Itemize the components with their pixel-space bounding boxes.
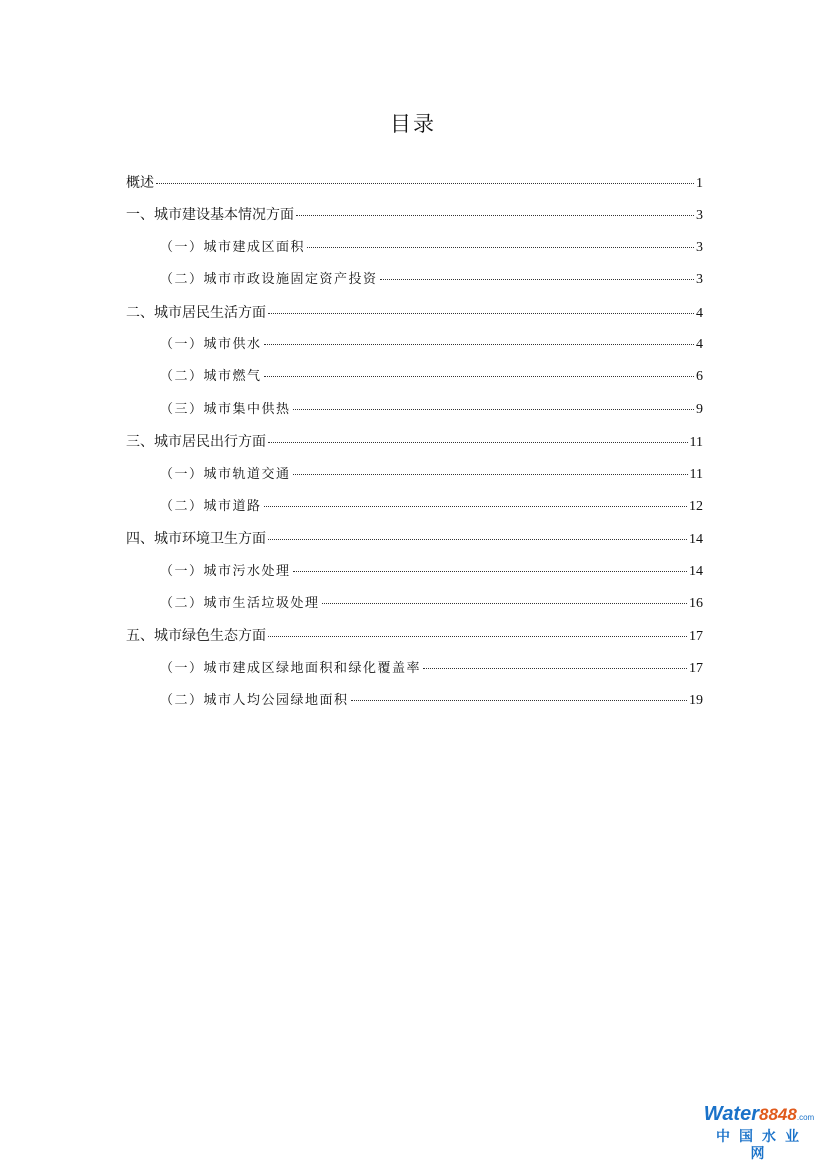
watermark-number: 8848 xyxy=(759,1105,797,1124)
toc-entry[interactable] xyxy=(126,623,703,655)
toc-entry-label: 二、城市居民生活方面 xyxy=(126,304,266,321)
toc-entry-label: （一）城市建成区面积 xyxy=(160,239,306,255)
dot-leader xyxy=(264,375,694,377)
toc-page-number: 17 xyxy=(689,629,703,645)
toc-entry[interactable] xyxy=(126,397,703,429)
dot-leader xyxy=(268,441,688,443)
toc-page-number: 9 xyxy=(696,401,703,417)
toc-page-number: 4 xyxy=(696,336,703,352)
toc-entry-label: 一、城市建设基本情况方面 xyxy=(126,207,294,224)
dot-leader xyxy=(156,182,694,184)
page-title: 目录 xyxy=(390,112,436,136)
dot-leader xyxy=(307,246,694,248)
dot-leader xyxy=(380,278,694,280)
toc-entry-label: （一）城市轨道交通 xyxy=(160,466,291,482)
toc-entry-label: （二）城市市政设施固定资产投资 xyxy=(160,272,378,288)
toc-entry-label: （二）城市人均公园绿地面积 xyxy=(160,693,349,709)
watermark-logo xyxy=(700,1103,818,1163)
toc-page-number: 14 xyxy=(689,563,703,579)
toc-entry[interactable] xyxy=(126,462,703,494)
watermark-wordmark xyxy=(700,1103,818,1129)
dot-leader xyxy=(423,667,687,669)
toc-entry-label: （一）城市污水处理 xyxy=(160,563,291,579)
watermark-suffix: .com xyxy=(796,1113,815,1122)
toc-entry-label: 三、城市居民出行方面 xyxy=(126,434,266,451)
toc-page-number: 3 xyxy=(696,272,703,288)
toc-page-number: 11 xyxy=(689,435,703,451)
dot-leader xyxy=(264,505,687,507)
watermark-tagline: 中国水业网 xyxy=(716,1129,808,1162)
toc-entry-label: 四、城市环境卫生方面 xyxy=(126,531,266,548)
toc-entry-label: （二）城市道路 xyxy=(160,498,262,514)
toc-entry[interactable] xyxy=(126,559,703,591)
toc-entry[interactable] xyxy=(126,170,703,202)
dot-leader xyxy=(293,408,694,410)
dot-leader xyxy=(268,635,687,637)
toc-page-number: 3 xyxy=(696,208,703,224)
toc-page-number: 11 xyxy=(689,466,703,482)
toc-entry[interactable] xyxy=(126,591,703,623)
toc-entry-label: （三）城市集中供热 xyxy=(160,401,291,417)
toc-entry[interactable] xyxy=(126,364,703,396)
toc-entry[interactable] xyxy=(126,267,703,299)
toc-entry-label: （二）城市生活垃圾处理 xyxy=(160,596,320,612)
toc-page-number: 4 xyxy=(696,305,703,321)
toc-entry-label: （一）城市供水 xyxy=(160,336,262,352)
watermark-brand: Water xyxy=(703,1103,760,1125)
toc-entry[interactable] xyxy=(126,656,703,688)
toc-entry[interactable] xyxy=(126,202,703,234)
toc-entry-label: （一）城市建成区绿地面积和绿化覆盖率 xyxy=(160,660,422,676)
toc-entry[interactable] xyxy=(126,526,703,558)
dot-leader xyxy=(322,602,687,604)
toc-entry[interactable] xyxy=(126,429,703,461)
dot-leader xyxy=(293,473,688,475)
toc-page-number: 3 xyxy=(696,239,703,255)
toc-page-number: 6 xyxy=(696,369,703,385)
toc-entry[interactable] xyxy=(126,688,703,720)
dot-leader xyxy=(268,312,694,314)
toc-page-number: 16 xyxy=(689,596,703,612)
toc-page-number: 19 xyxy=(689,693,703,709)
toc-page-number: 12 xyxy=(689,498,703,514)
toc-page-number: 17 xyxy=(689,660,703,676)
dot-leader xyxy=(296,214,694,216)
dot-leader xyxy=(264,343,694,345)
toc-entry-label: （二）城市燃气 xyxy=(160,369,262,385)
toc-entry[interactable] xyxy=(126,332,703,364)
table-of-contents xyxy=(126,170,703,721)
toc-entry[interactable] xyxy=(126,494,703,526)
toc-entry[interactable] xyxy=(126,300,703,332)
dot-leader xyxy=(268,538,687,540)
toc-entry[interactable] xyxy=(126,235,703,267)
toc-entry-label: 概述 xyxy=(126,175,154,191)
toc-entry-label: 五、城市绿色生态方面 xyxy=(126,628,266,645)
dot-leader xyxy=(351,699,687,701)
toc-page-number: 14 xyxy=(689,532,703,548)
dot-leader xyxy=(293,570,687,572)
toc-page-number: 1 xyxy=(696,176,703,191)
